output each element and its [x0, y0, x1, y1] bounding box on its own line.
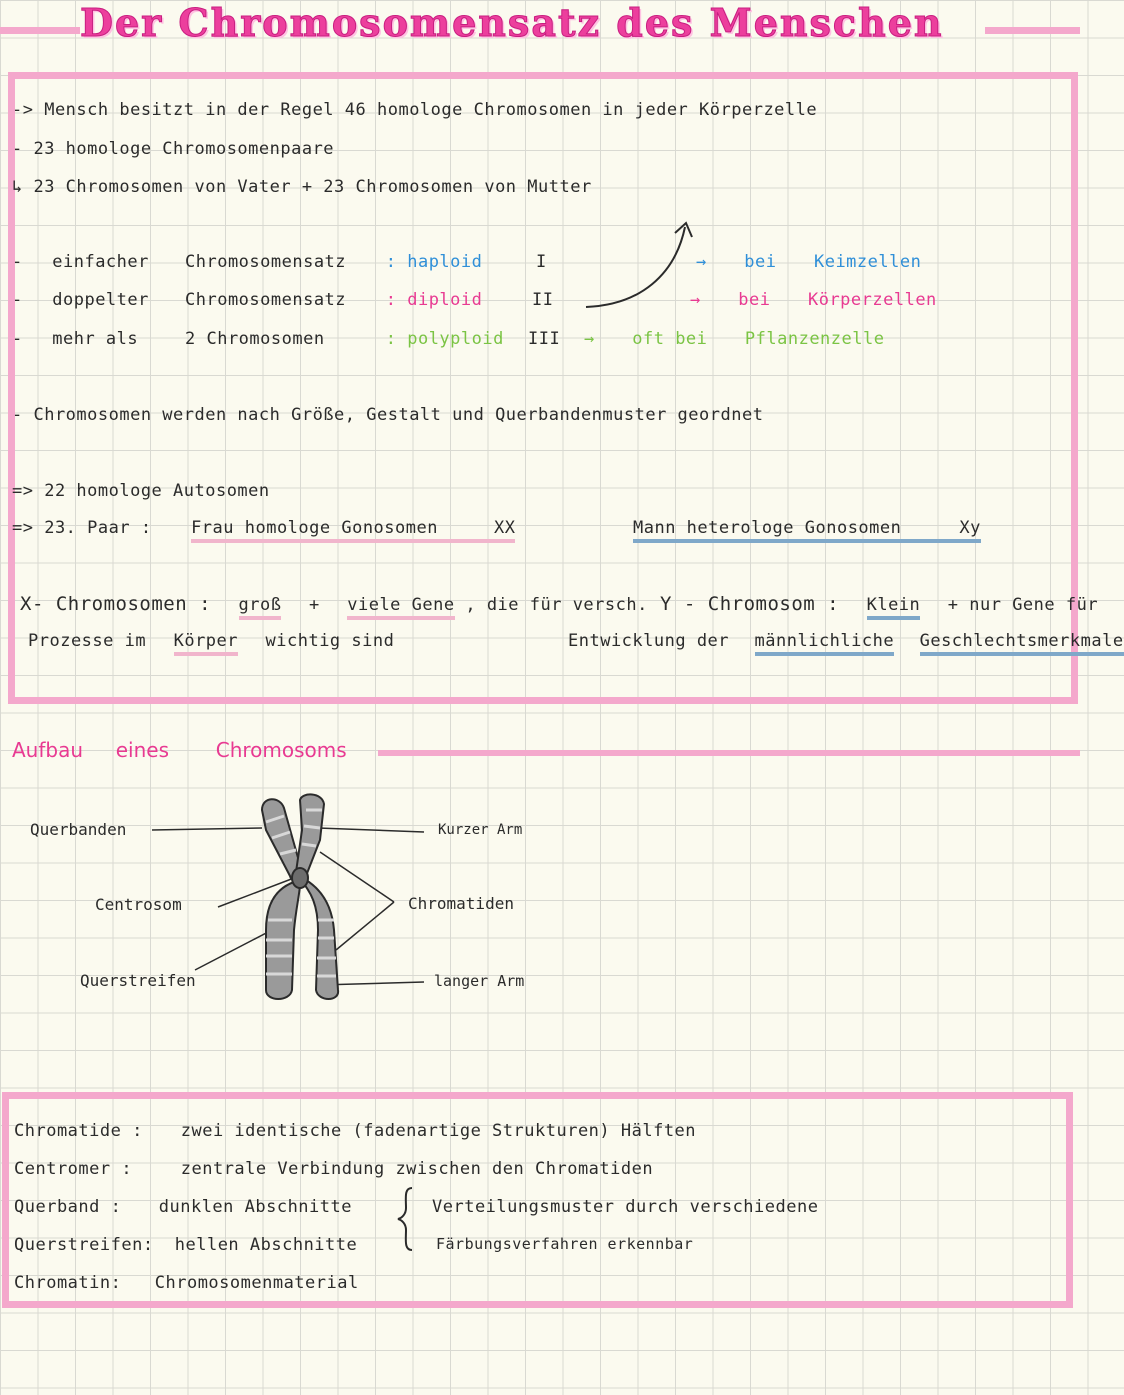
- autosomen-line: => 22 homologe Autosomen: [12, 481, 270, 501]
- chromosome-diagram: [0, 780, 620, 1020]
- paar23-line: => 23. Paar : Frau homologe Gonosomen XX: [12, 518, 515, 538]
- bullet: -: [12, 290, 23, 310]
- curly-brace-icon: [396, 1186, 420, 1252]
- section-heading-aufbau: Aufbau eines Chromosoms: [12, 738, 347, 762]
- intro-line-1: -> Mensch besitzt in der Regel 46 homologe Chromosomen in jeder Körperzelle: [12, 100, 818, 120]
- bullet: -: [12, 252, 23, 272]
- x-chromosome-line-2: Prozesse im Körper wichtig sind: [28, 631, 394, 651]
- set-desc: 2 Chromosomen: [185, 329, 325, 349]
- set-desc: Chromosomensatz: [185, 252, 347, 272]
- label-chromatiden: Chromatiden: [408, 894, 514, 913]
- symbol-polyploid: III: [528, 329, 561, 349]
- label-querstreifen: Querstreifen: [80, 971, 196, 990]
- set-term-polyploid: : polyploid: [385, 329, 504, 349]
- set-row-diploid: [12, 290, 482, 310]
- page-title: Der Chromosomensatz des Menschen: [80, 0, 944, 45]
- note-keimzellen: → bei Keimzellen: [696, 252, 922, 272]
- label-centrosom: Centrosom: [95, 895, 182, 914]
- set-row-haploid: [12, 252, 482, 272]
- intro-line-3: ↳ 23 Chromosomen von Vater + 23 Chromosomen von Mutter: [12, 177, 592, 197]
- set-label: einfacher: [52, 252, 149, 272]
- y-chromosome-line-1: Y - Chromosom : Klein + nur Gene für: [660, 593, 1098, 615]
- title-rule-left: [0, 27, 80, 34]
- set-row-polyploid: [12, 329, 504, 349]
- symbol-diploid: II: [532, 290, 554, 310]
- x-chromosome-line-1: X- Chromosomen : groß + viele Gene , die für versch.: [20, 593, 648, 615]
- symbol-haploid: I: [536, 252, 547, 272]
- glossary-row-chromatide: Chromatide : zwei identische (fadenartige Strukturen) Hälften: [14, 1121, 697, 1141]
- glossary-row-querband: Querband : dunklen Abschnitte: [14, 1197, 352, 1217]
- label-kurzer-arm: Kurzer Arm: [438, 822, 523, 838]
- glossary-row-centromer: Centromer : zentrale Verbindung zwischen den Chromatiden: [14, 1159, 654, 1179]
- glossary-note-line-2: Färbungsverfahren erkennbar: [436, 1235, 694, 1253]
- mann-gonosomen: Mann heterologe Gonosomen Xy: [633, 518, 981, 538]
- glossary-row-querstreifen: Querstreifen: hellen Abschnitte: [14, 1235, 358, 1255]
- y-chromosome-line-2: Entwicklung der männlichliche Geschlechtsmerkmale: [568, 631, 1124, 651]
- set-term-haploid: : haploid: [385, 252, 483, 272]
- set-desc: Chromosomensatz: [185, 290, 347, 310]
- label-langer-arm: langer Arm: [434, 972, 525, 990]
- intro-line-2: - 23 homologe Chromosomenpaare: [12, 139, 335, 159]
- curved-arrow-icon: [580, 215, 700, 315]
- set-label: mehr als: [52, 329, 139, 349]
- label-querbanden: Querbanden: [30, 820, 127, 839]
- bullet: -: [12, 329, 23, 349]
- section-rule: [378, 750, 1080, 756]
- order-line: - Chromosomen werden nach Größe, Gestalt und Querbandenmuster geordnet: [12, 405, 764, 425]
- note-koerperzellen: → bei Körperzellen: [690, 290, 937, 310]
- set-term-diploid: : diploid: [385, 290, 483, 310]
- glossary-note-line-1: Verteilungsmuster durch verschiedene: [432, 1197, 819, 1217]
- set-label: doppelter: [52, 290, 149, 310]
- frau-gonosomen: Frau homologe Gonosomen XX: [191, 518, 515, 543]
- note-pflanzenzelle: → oft bei Pflanzenzelle: [584, 329, 885, 349]
- glossary-row-chromatin: Chromatin: Chromosomenmaterial: [14, 1273, 359, 1293]
- title-rule-right: [985, 27, 1080, 34]
